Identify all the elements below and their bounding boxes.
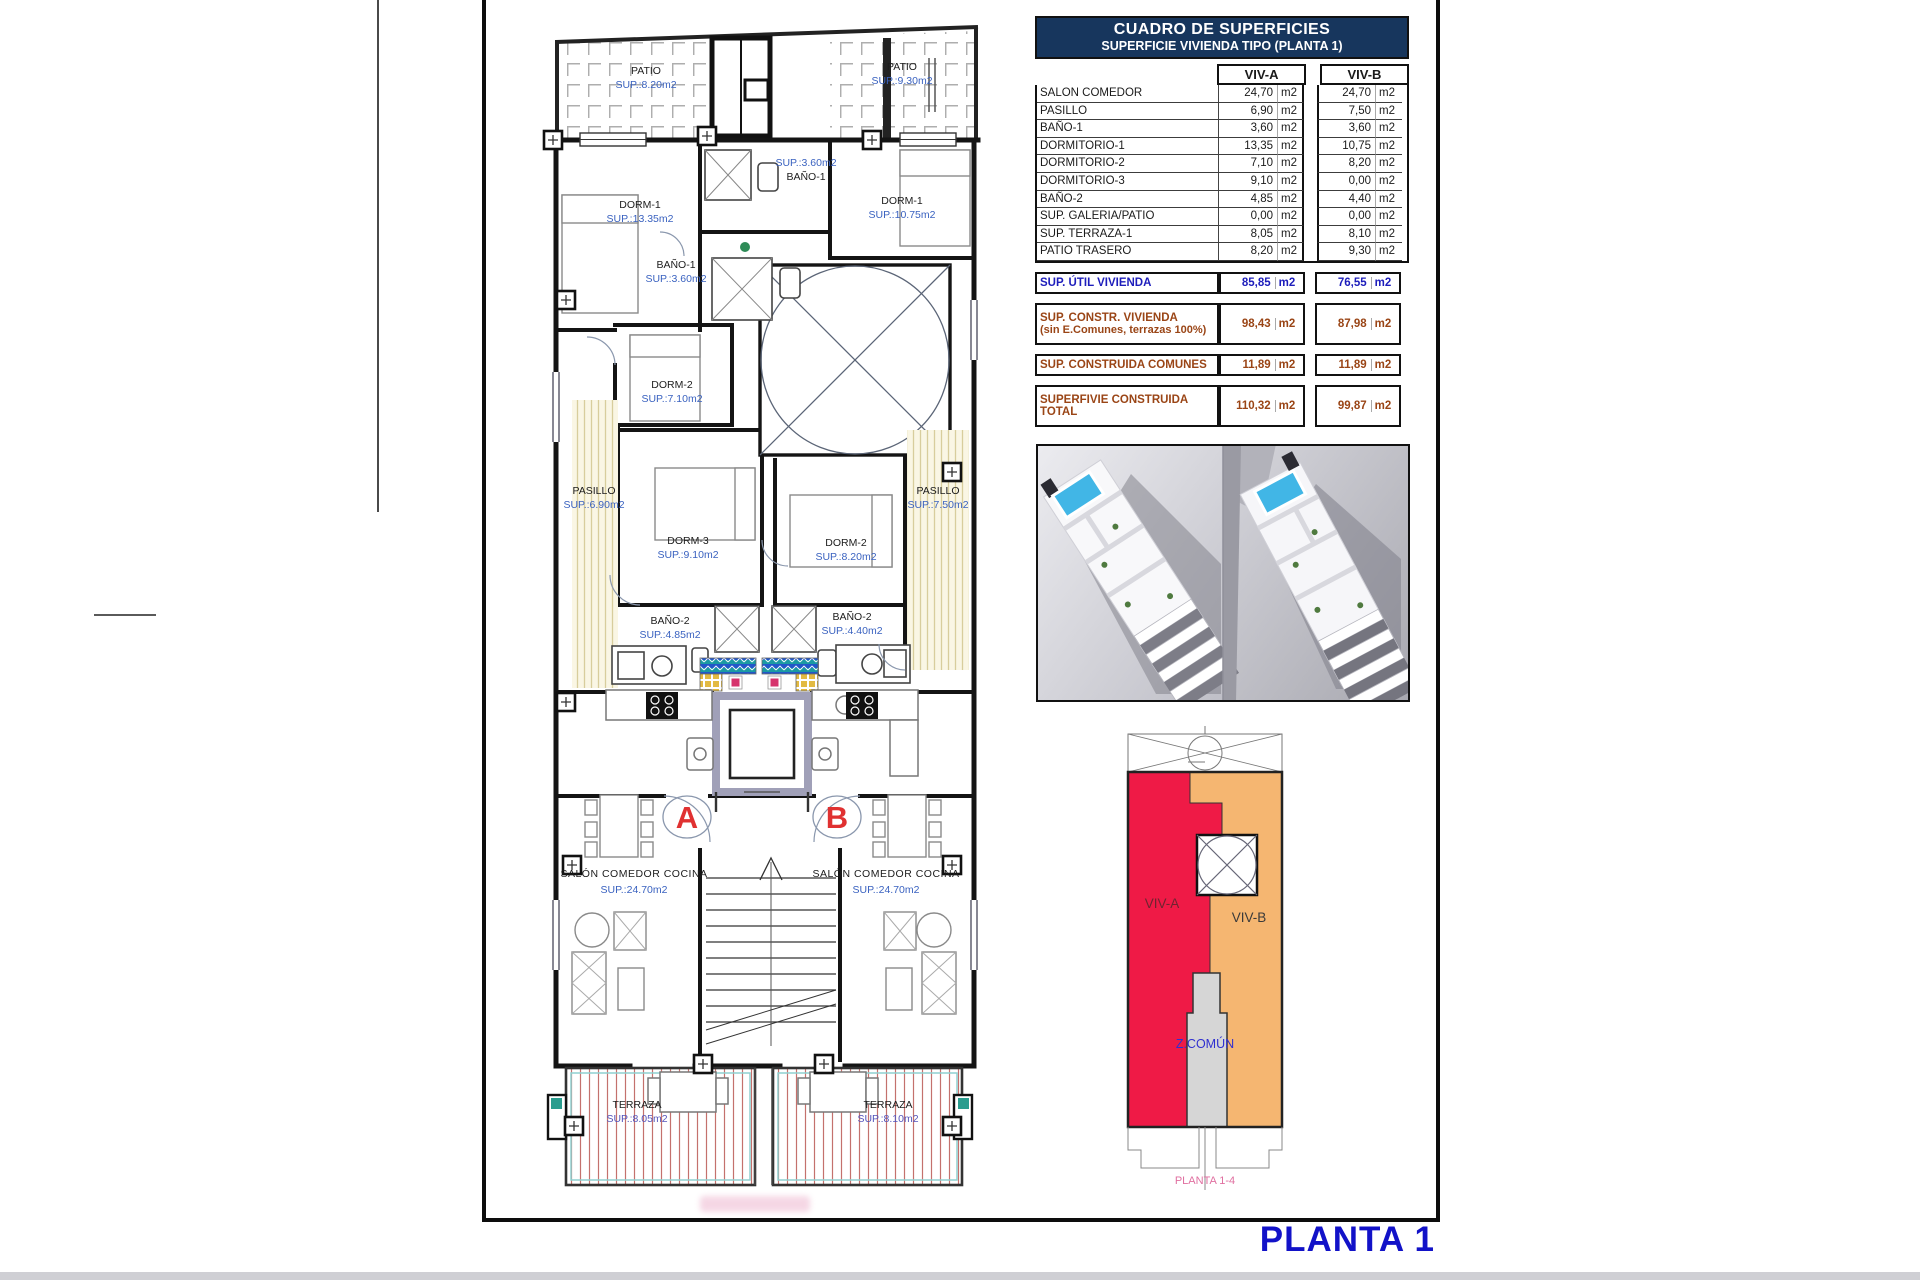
key-top-stair-symbol — [1128, 726, 1282, 772]
salon-a-name: SALÓN COMEDOR COCINA — [560, 868, 708, 880]
key-caption: PLANTA 1-4 — [1174, 1175, 1236, 1187]
elevator — [716, 696, 808, 812]
letter-a: A — [675, 800, 699, 835]
bottom-edge-strip — [0, 1272, 1920, 1280]
table-row: BAÑO-2 4,85 m2 4,40 m2 — [1037, 191, 1407, 209]
stairs — [706, 858, 836, 1046]
render-photos — [1036, 444, 1410, 702]
bano2-b-name: BAÑO-2 — [832, 611, 872, 623]
summary-comunes: SUP. CONSTRUIDA COMUNES 11,89 m2 11,89 m2 — [1035, 354, 1409, 376]
dorm2-a-sup: SUP.:7.10m2 — [641, 393, 703, 405]
pasillo-a-sup: SUP.:6.90m2 — [563, 499, 625, 511]
dorm1-a-sup: SUP.:13.35m2 — [606, 213, 674, 225]
bano1-b-sup: SUP.:3.60m2 — [775, 157, 837, 169]
table-title-line2: SUPERFICIE VIVIENDA TIPO (PLANTA 1) — [1101, 39, 1343, 53]
patio-a-sup: SUP.:8.20m2 — [615, 79, 677, 91]
terraza-a-sup: SUP.:8.05m2 — [606, 1113, 668, 1125]
watermark — [700, 1196, 810, 1212]
salon-a-sup: SUP.:24.70m2 — [600, 884, 668, 896]
dorm1-b-sup: SUP.:10.75m2 — [868, 209, 936, 221]
table-row: SUP. GALERIA/PATIO 0,00 m2 0,00 m2 — [1037, 208, 1407, 226]
letter-b: B — [825, 800, 849, 835]
terraces — [548, 1068, 972, 1185]
bano2-a-name: BAÑO-2 — [650, 615, 690, 627]
bano1-a-name: BAÑO-1 — [656, 259, 696, 271]
floor-title: PLANTA 1 — [1259, 1220, 1435, 1259]
table-row: DORMITORIO-1 13,35 m2 10,75 m2 — [1037, 138, 1407, 156]
key-comun-label: Z.COMÚN — [1175, 1037, 1235, 1051]
terraza-a-name: TERRAZA — [612, 1099, 662, 1111]
key-viv-a-label: VIV-A — [1144, 896, 1180, 911]
pasillo-b-name: PASILLO — [916, 485, 960, 497]
entrance-b — [813, 796, 861, 838]
summary-constr: SUP. CONSTR. VIVIENDA (sin E.Comunes, terrazas 100%) 98,43 m2 87,98 m2 — [1035, 303, 1409, 345]
floor-plan — [480, 0, 1000, 1215]
key-diagram — [1118, 726, 1348, 1200]
dorm2-b-sup: SUP.:8.20m2 — [815, 551, 877, 563]
margin-tick — [94, 614, 156, 616]
key-viv-b-label: VIV-B — [1231, 910, 1267, 925]
col-header-viv-a: VIV-A — [1217, 64, 1306, 85]
salon-b-sup: SUP.:24.70m2 — [852, 884, 920, 896]
surfaces-table — [1035, 16, 1409, 427]
table-row: SUP. TERRAZA-1 8,05 m2 8,10 m2 — [1037, 226, 1407, 244]
table-row: PATIO TRASERO 8,20 m2 9,30 m2 — [1037, 243, 1407, 261]
table-title-line1: CUADRO DE SUPERFICIES — [1113, 21, 1331, 38]
table-rows — [1035, 85, 1409, 263]
entrance-a — [663, 796, 711, 838]
dorm3-a-sup: SUP.:9.10m2 — [657, 549, 719, 561]
table-row: DORMITORIO-2 7,10 m2 8,20 m2 — [1037, 155, 1407, 173]
bano1-b-name: BAÑO-1 — [786, 171, 826, 183]
mosaic-tiles — [700, 658, 818, 691]
margin-line-vertical — [377, 0, 379, 512]
bano2-b-sup: SUP.:4.40m2 — [821, 625, 883, 637]
salon-b-name: SALÓN COMEDOR COCINA — [812, 868, 960, 880]
table-row: DORMITORIO-3 9,10 m2 0,00 m2 — [1037, 173, 1407, 191]
table-title — [1035, 16, 1409, 59]
table-column-headers — [1035, 64, 1409, 85]
patio-b-name: PATIO — [887, 61, 917, 73]
pasillo-b-sup: SUP.:7.50m2 — [907, 499, 969, 511]
pasillo-a-hatch — [572, 400, 618, 688]
summary-total: SUPERFIVIE CONSTRUIDA TOTAL 110,32 m2 99,87 m2 — [1035, 385, 1409, 427]
bano2-a-sup: SUP.:4.85m2 — [639, 629, 701, 641]
bano1-a-sup: SUP.:3.60m2 — [645, 273, 707, 285]
terraza-b-name: TERRAZA — [863, 1099, 913, 1111]
table-row: PASILLO 6,90 m2 7,50 m2 — [1037, 103, 1407, 121]
table-row: SALON COMEDOR 24,70 m2 24,70 m2 — [1037, 85, 1407, 103]
dorm3-a-name: DORM-3 — [667, 535, 709, 547]
summary-util: SUP. ÚTIL VIVIENDA 85,85 m2 76,55 m2 — [1035, 272, 1409, 294]
col-header-viv-b: VIV-B — [1320, 64, 1409, 85]
dorm2-b-name: DORM-2 — [825, 537, 867, 549]
dorm1-b-name: DORM-1 — [881, 195, 923, 207]
patio-a-name: PATIO — [631, 65, 661, 77]
patio-b-sup: SUP.:9.30m2 — [871, 75, 933, 87]
terraza-b-sup: SUP.:8.10m2 — [857, 1113, 919, 1125]
pasillo-a-name: PASILLO — [572, 485, 616, 497]
key-lightwell-symbol — [1197, 835, 1257, 895]
table-row: BAÑO-1 3,60 m2 3,60 m2 — [1037, 120, 1407, 138]
dorm2-a-name: DORM-2 — [651, 379, 693, 391]
dorm1-a-name: DORM-1 — [619, 199, 661, 211]
